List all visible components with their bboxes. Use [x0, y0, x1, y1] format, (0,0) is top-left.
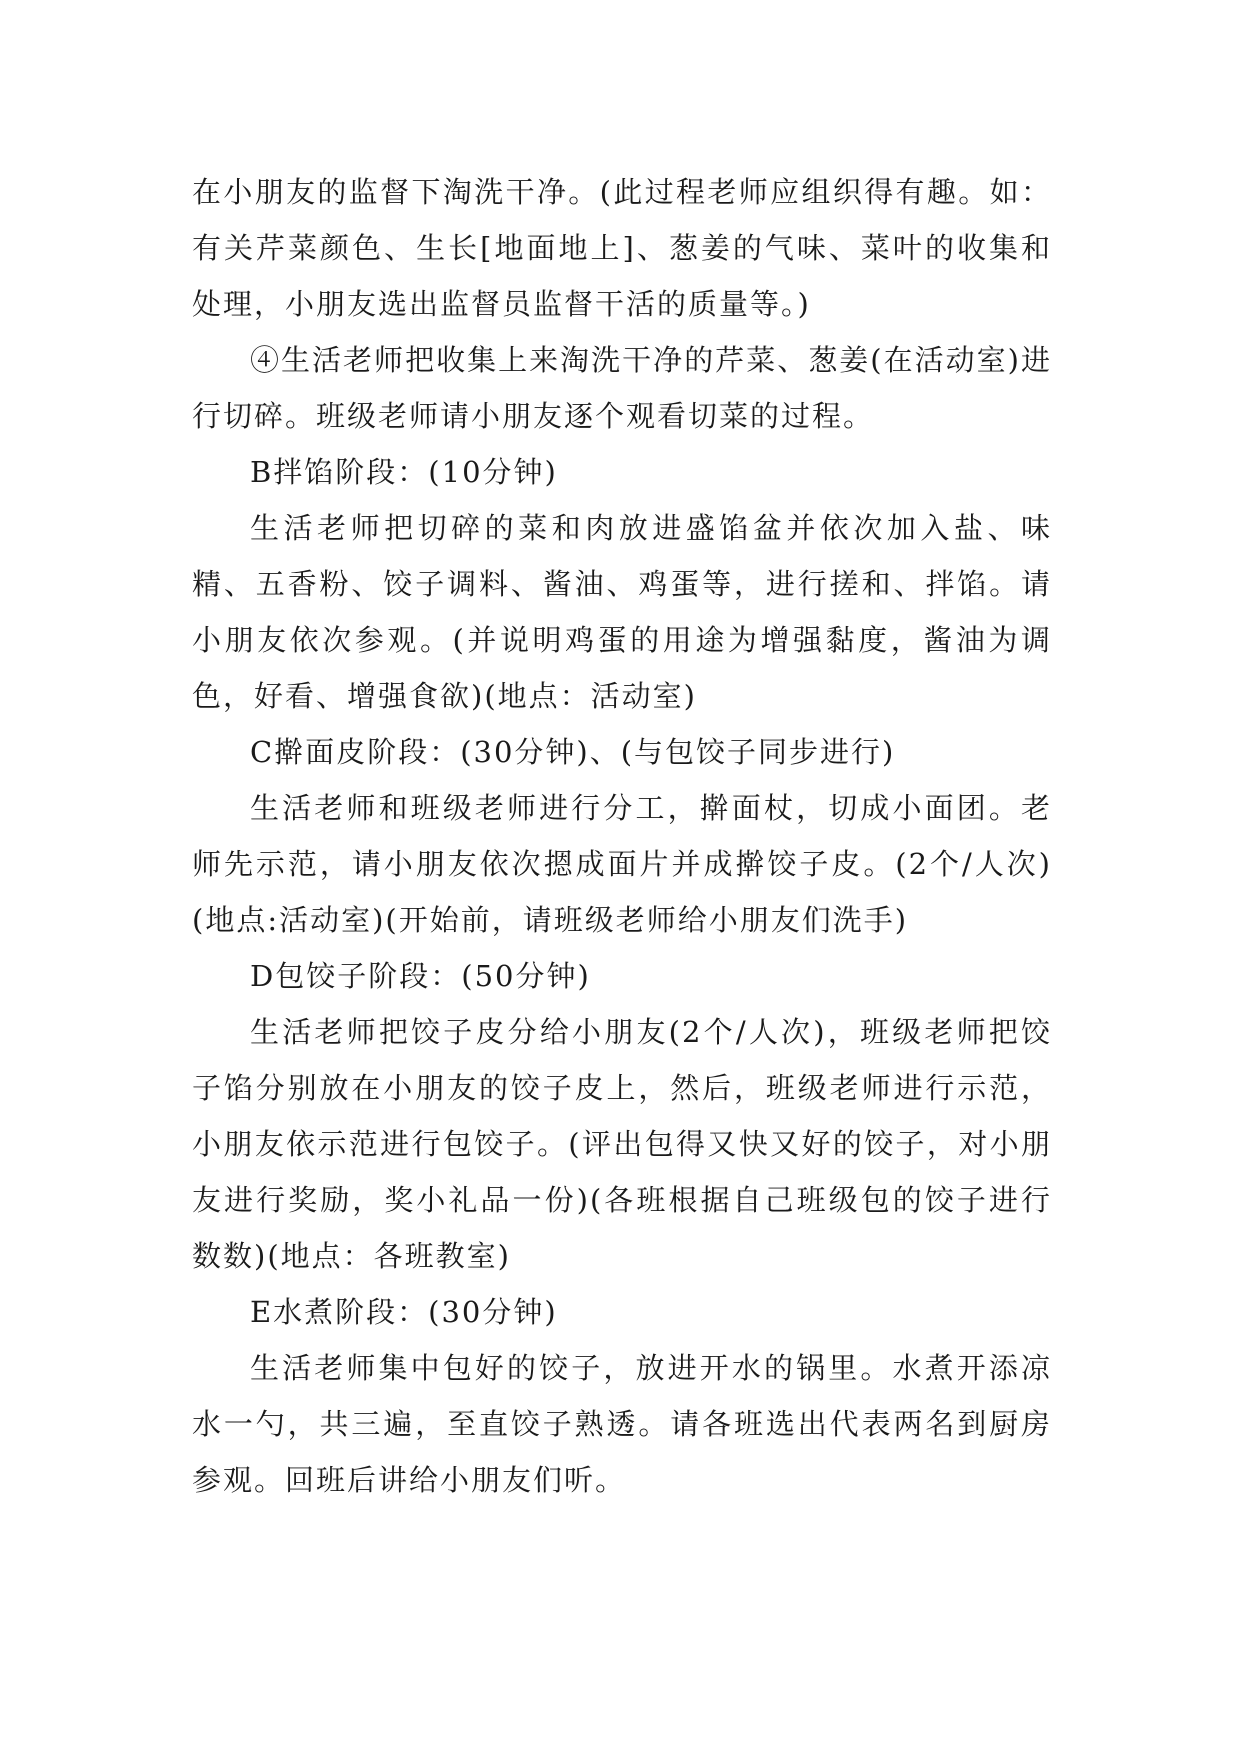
paragraph-wrapping-dumplings: 生活老师把饺子皮分给小朋友(2个/人次)，班级老师把饺子馅分别放在小朋友的饺子皮上，然后，班级老师进行示范，小朋友依示范进行包饺子。(评出包得又快又好的饺子，对小朋友进行奖励，奖小礼品一份)(各班根据自己班级包的饺子进行数数)(地点：各班教室) — [192, 1015, 1052, 1273]
document-body — [192, 164, 1052, 1508]
paragraph-washing-note: 在小朋友的监督下淘洗干净。(此过程老师应组织得有趣。如：有关芹菜颜色、生长[地面地上]、葱姜的气味、菜叶的收集和处理，小朋友选出监督员监督干活的质量等。) — [192, 175, 1052, 321]
paragraph-filling-mixing: 生活老师把切碎的菜和肉放进盛馅盆并依次加入盐、味精、五香粉、饺子调料、酱油、鸡蛋等，进行搓和、拌馅。请小朋友依次参观。(并说明鸡蛋的用途为增强黏度，酱油为调色，好看、增强食欲)(地点：活动室) — [192, 511, 1052, 713]
paragraph-chopping-step: ④生活老师把收集上来淘洗干净的芹菜、葱姜(在活动室)进行切碎。班级老师请小朋友逐个观看切菜的过程。 — [192, 343, 1052, 433]
paragraph-rolling-wrappers: 生活老师和班级老师进行分工，擀面杖，切成小面团。老师先示范，请小朋友依次摁成面片并成擀饺子皮。(2个/人次)(地点:活动室)(开始前，请班级老师给小朋友们洗手) — [192, 791, 1052, 937]
paragraph-boiling: 生活老师集中包好的饺子，放进开水的锅里。水煮开添凉水一勺，共三遍，至直饺子熟透。请各班选出代表两名到厨房参观。回班后讲给小朋友们听。 — [192, 1351, 1052, 1497]
section-heading-rolling-wrappers: C擀面皮阶段：(30分钟)、(与包饺子同步进行) — [250, 735, 896, 769]
section-heading-filling: B拌馅阶段：(10分钟) — [250, 455, 558, 489]
section-heading-wrapping-dumplings: D包饺子阶段：(50分钟) — [250, 959, 591, 993]
section-heading-boiling: E水煮阶段：(30分钟) — [250, 1295, 558, 1329]
